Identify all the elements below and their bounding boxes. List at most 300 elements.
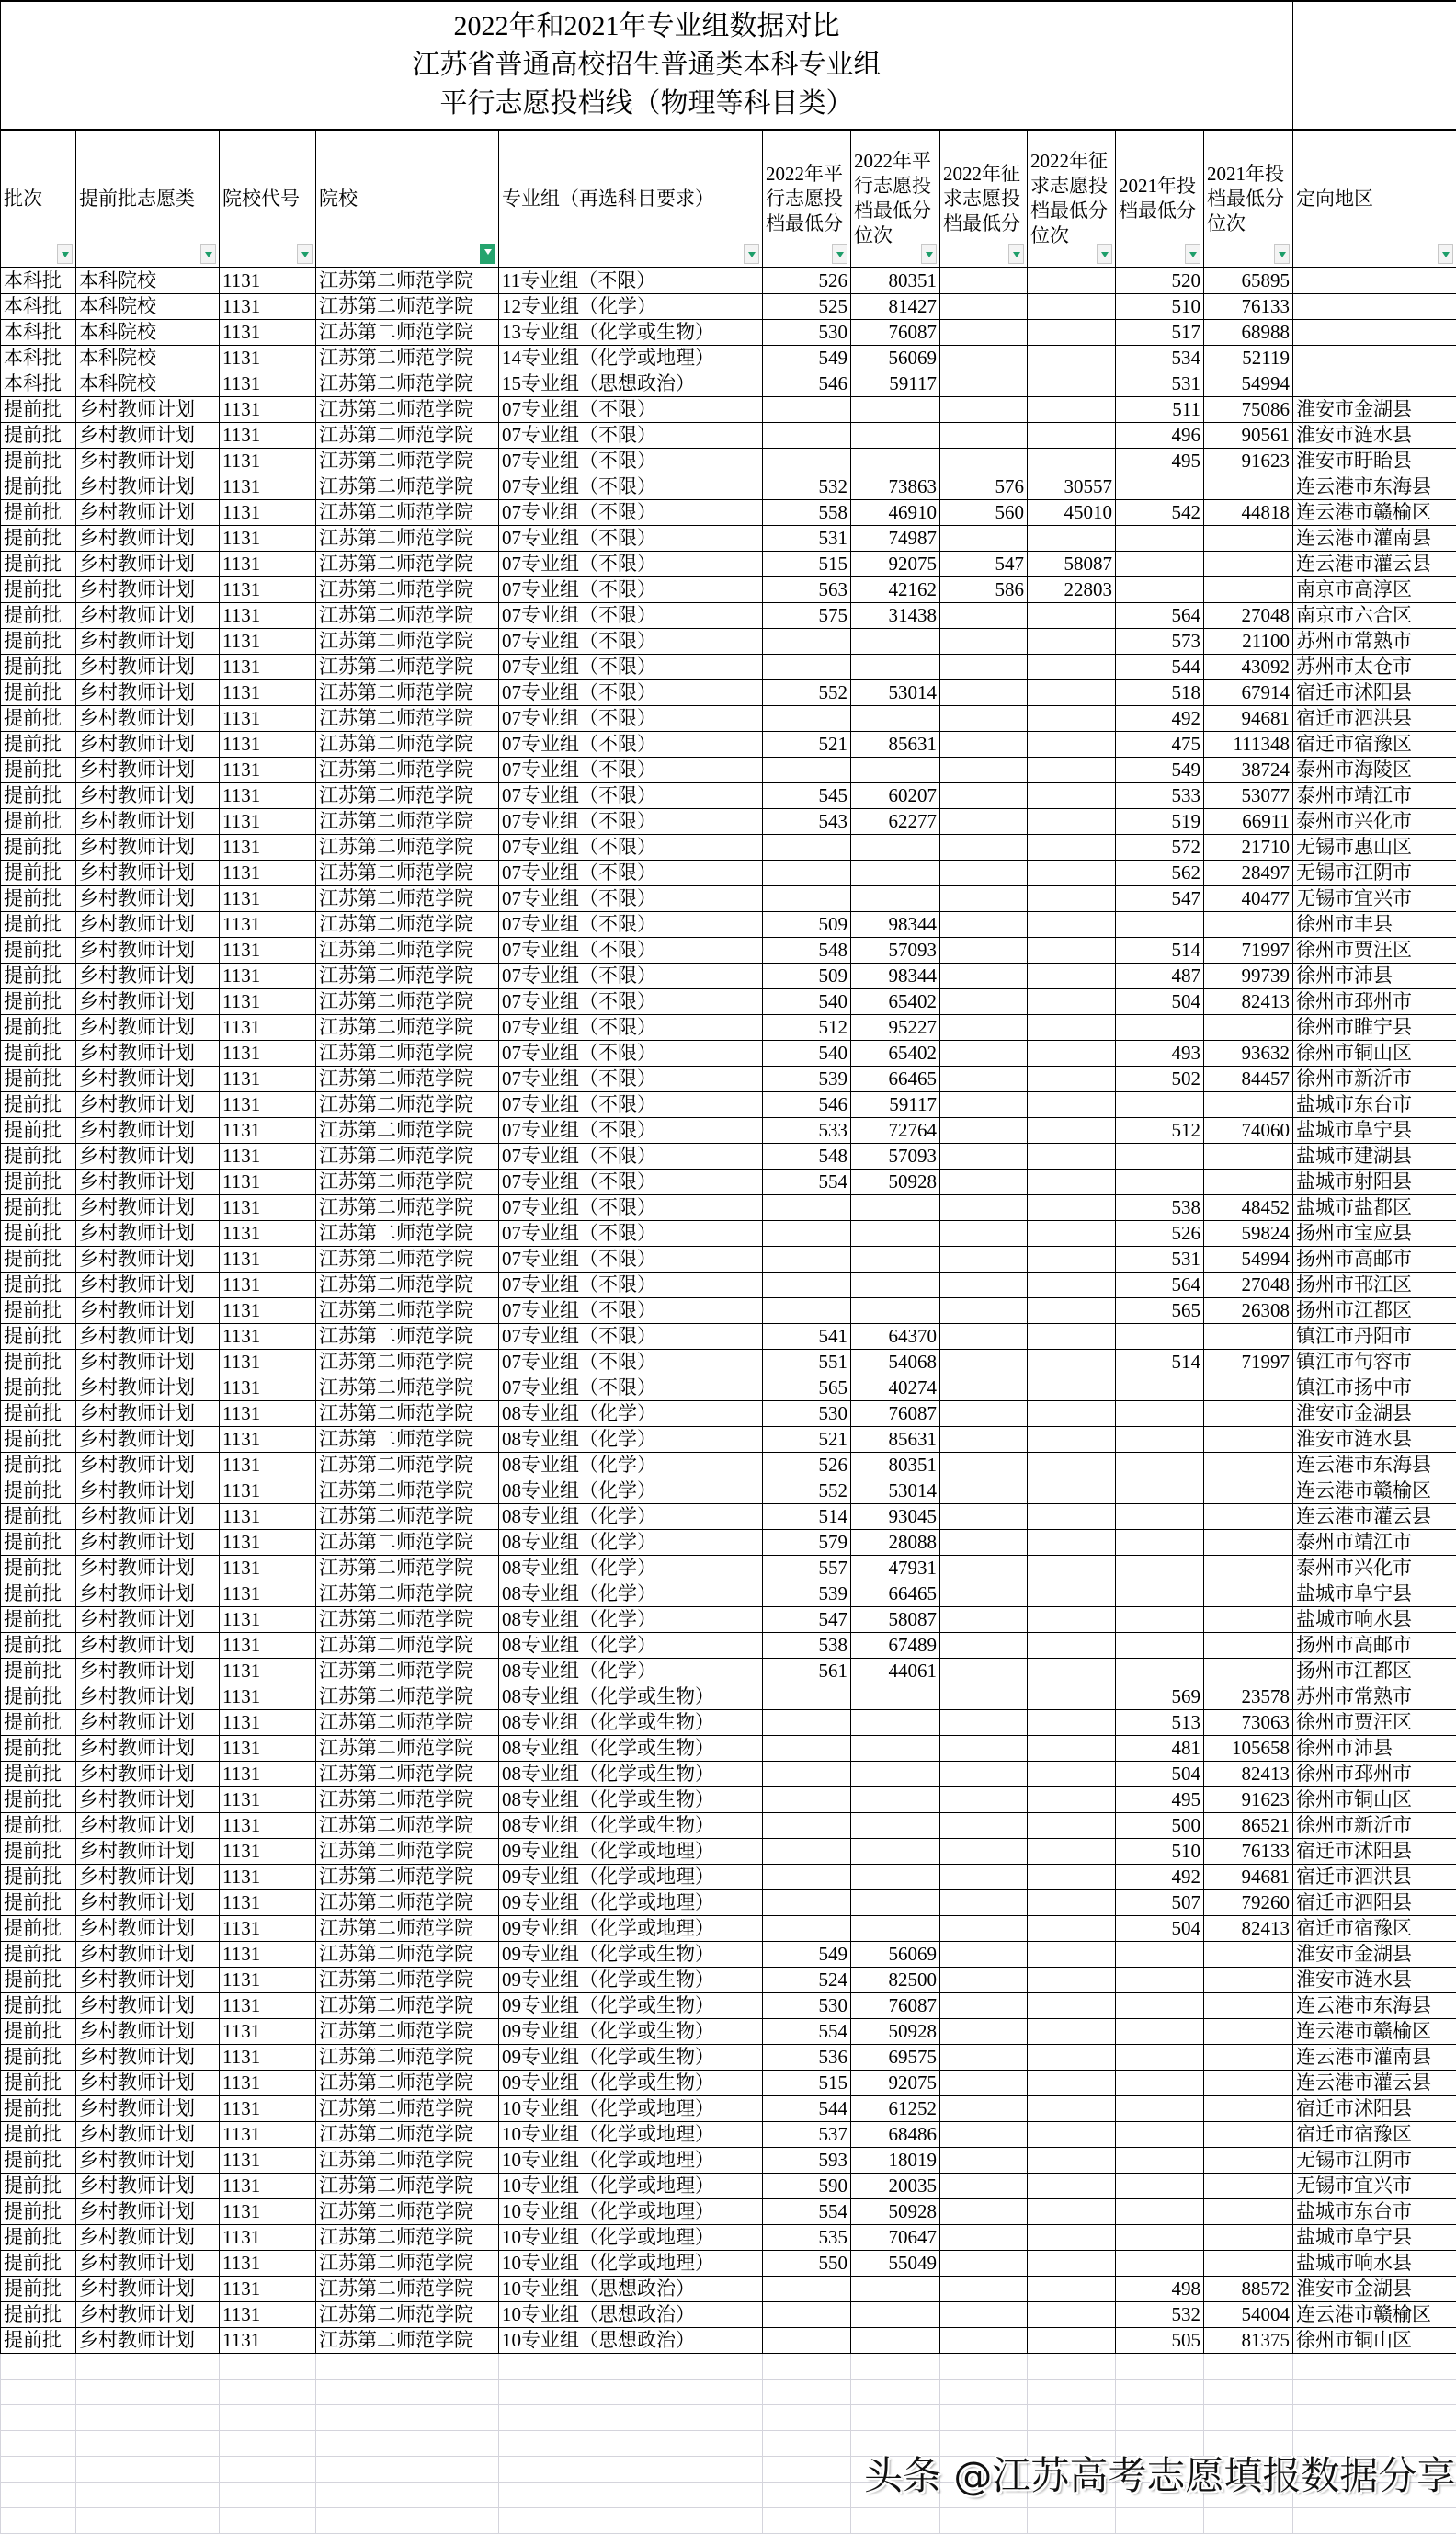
cell-2021-min-score[interactable] <box>1116 2199 1204 2225</box>
cell-school-code[interactable]: 1131 <box>220 1195 316 1221</box>
cell-2022-solicit-min-rank[interactable] <box>1028 1401 1116 1427</box>
cell-target-region[interactable]: 盐城市东台市 <box>1293 1092 1456 1118</box>
cell-2021-min-score[interactable]: 475 <box>1116 732 1204 758</box>
cell-batch-type[interactable]: 乡村教师计划 <box>76 732 220 758</box>
cell-2022-solicit-min-rank[interactable] <box>1028 1736 1116 1762</box>
empty-cell[interactable] <box>1293 2380 1456 2405</box>
cell-batch-type[interactable]: 乡村教师计划 <box>76 1170 220 1195</box>
cell-2022-parallel-min-rank[interactable] <box>851 629 940 655</box>
cell-2022-parallel-min-score[interactable]: 539 <box>763 1581 851 1607</box>
cell-target-region[interactable]: 盐城市阜宁县 <box>1293 1118 1456 1144</box>
cell-2022-solicit-min-rank[interactable] <box>1028 1659 1116 1684</box>
cell-2022-parallel-min-score[interactable]: 547 <box>763 1607 851 1633</box>
cell-batch-type[interactable]: 乡村教师计划 <box>76 1478 220 1504</box>
cell-major-group[interactable]: 07专业组（不限） <box>499 1350 763 1375</box>
cell-2022-parallel-min-score[interactable]: 563 <box>763 577 851 603</box>
empty-cell[interactable] <box>851 2380 940 2405</box>
cell-2022-solicit-min-score[interactable] <box>940 835 1028 861</box>
cell-2022-parallel-min-score[interactable]: 515 <box>763 552 851 577</box>
cell-school[interactable]: 江苏第二师范学院 <box>316 1478 499 1504</box>
cell-2022-solicit-min-rank[interactable] <box>1028 1942 1116 1968</box>
cell-major-group[interactable]: 07专业组（不限） <box>499 1118 763 1144</box>
cell-batch[interactable]: 提前批 <box>1 500 76 526</box>
cell-2021-min-score[interactable]: 492 <box>1116 1865 1204 1890</box>
cell-2022-parallel-min-rank[interactable]: 68486 <box>851 2122 940 2148</box>
cell-school-code[interactable]: 1131 <box>220 1144 316 1170</box>
cell-2022-solicit-min-score[interactable] <box>940 1813 1028 1839</box>
cell-2022-solicit-min-score[interactable] <box>940 1556 1028 1581</box>
cell-2021-min-score[interactable]: 504 <box>1116 1762 1204 1787</box>
cell-school[interactable]: 江苏第二师范学院 <box>316 603 499 629</box>
cell-2021-min-score[interactable] <box>1116 1530 1204 1556</box>
cell-batch[interactable]: 提前批 <box>1 1118 76 1144</box>
cell-2022-solicit-min-rank[interactable]: 22803 <box>1028 577 1116 603</box>
cell-2021-min-rank[interactable]: 105658 <box>1204 1736 1293 1762</box>
cell-batch[interactable]: 提前批 <box>1 2019 76 2045</box>
cell-2022-solicit-min-rank[interactable] <box>1028 449 1116 474</box>
cell-school-code[interactable]: 1131 <box>220 2277 316 2302</box>
cell-batch-type[interactable]: 乡村教师计划 <box>76 706 220 732</box>
empty-cell[interactable] <box>1204 2508 1293 2534</box>
cell-2021-min-rank[interactable] <box>1204 1427 1293 1453</box>
cell-batch[interactable]: 提前批 <box>1 1427 76 1453</box>
cell-2022-solicit-min-score[interactable] <box>940 1504 1028 1530</box>
cell-target-region[interactable]: 泰州市海陵区 <box>1293 758 1456 783</box>
cell-target-region[interactable]: 连云港市东海县 <box>1293 1453 1456 1478</box>
cell-2022-solicit-min-rank[interactable] <box>1028 1170 1116 1195</box>
cell-batch-type[interactable]: 乡村教师计划 <box>76 2277 220 2302</box>
cell-target-region[interactable]: 徐州市铜山区 <box>1293 2328 1456 2354</box>
cell-2022-parallel-min-score[interactable]: 554 <box>763 2019 851 2045</box>
cell-2022-parallel-min-score[interactable]: 551 <box>763 1350 851 1375</box>
cell-school[interactable]: 江苏第二师范学院 <box>316 423 499 449</box>
filter-dropdown-icon[interactable] <box>1438 244 1453 264</box>
cell-2021-min-rank[interactable]: 21100 <box>1204 629 1293 655</box>
cell-target-region[interactable]: 无锡市江阴市 <box>1293 2148 1456 2174</box>
cell-2022-solicit-min-rank[interactable] <box>1028 1015 1116 1041</box>
cell-2022-solicit-min-rank[interactable] <box>1028 268 1116 294</box>
cell-2022-solicit-min-score[interactable] <box>940 294 1028 320</box>
cell-batch[interactable]: 提前批 <box>1 2328 76 2354</box>
cell-2021-min-score[interactable]: 511 <box>1116 397 1204 423</box>
cell-2022-parallel-min-score[interactable]: 548 <box>763 1144 851 1170</box>
cell-batch-type[interactable]: 乡村教师计划 <box>76 1221 220 1247</box>
cell-target-region[interactable]: 徐州市邳州市 <box>1293 989 1456 1015</box>
cell-school-code[interactable]: 1131 <box>220 1427 316 1453</box>
cell-2021-min-rank[interactable]: 66911 <box>1204 809 1293 835</box>
cell-2022-solicit-min-rank[interactable] <box>1028 294 1116 320</box>
cell-2022-solicit-min-rank[interactable] <box>1028 1478 1116 1504</box>
cell-target-region[interactable] <box>1293 371 1456 397</box>
cell-batch-type[interactable]: 乡村教师计划 <box>76 886 220 912</box>
cell-batch-type[interactable]: 乡村教师计划 <box>76 449 220 474</box>
cell-2022-parallel-min-rank[interactable]: 54068 <box>851 1350 940 1375</box>
cell-batch[interactable]: 提前批 <box>1 1633 76 1659</box>
cell-major-group[interactable]: 07专业组（不限） <box>499 1170 763 1195</box>
cell-batch-type[interactable]: 乡村教师计划 <box>76 1684 220 1710</box>
cell-batch[interactable]: 提前批 <box>1 1453 76 1478</box>
cell-major-group[interactable]: 14专业组（化学或地理） <box>499 346 763 371</box>
cell-2022-parallel-min-score[interactable]: 515 <box>763 2071 851 2096</box>
cell-major-group[interactable]: 09专业组（化学或生物） <box>499 1942 763 1968</box>
cell-batch[interactable]: 提前批 <box>1 886 76 912</box>
cell-major-group[interactable]: 07专业组（不限） <box>499 758 763 783</box>
empty-cell[interactable] <box>316 2508 499 2534</box>
cell-school-code[interactable]: 1131 <box>220 2199 316 2225</box>
cell-target-region[interactable]: 连云港市东海县 <box>1293 474 1456 500</box>
cell-2021-min-score[interactable] <box>1116 1401 1204 1427</box>
cell-batch[interactable]: 提前批 <box>1 655 76 680</box>
cell-school[interactable]: 江苏第二师范学院 <box>316 629 499 655</box>
cell-major-group[interactable]: 09专业组（化学或地理） <box>499 1890 763 1916</box>
cell-major-group[interactable]: 07专业组（不限） <box>499 552 763 577</box>
cell-target-region[interactable]: 徐州市贾汪区 <box>1293 1710 1456 1736</box>
cell-2022-parallel-min-score[interactable]: 525 <box>763 294 851 320</box>
cell-2021-min-rank[interactable]: 74060 <box>1204 1118 1293 1144</box>
cell-batch-type[interactable]: 乡村教师计划 <box>76 2071 220 2096</box>
cell-school-code[interactable]: 1131 <box>220 1633 316 1659</box>
cell-2022-parallel-min-score[interactable]: 565 <box>763 1375 851 1401</box>
cell-2021-min-score[interactable] <box>1116 2148 1204 2174</box>
cell-2022-solicit-min-rank[interactable] <box>1028 2071 1116 2096</box>
cell-2022-solicit-min-score[interactable] <box>940 886 1028 912</box>
cell-2022-parallel-min-rank[interactable]: 28088 <box>851 1530 940 1556</box>
cell-batch[interactable]: 提前批 <box>1 552 76 577</box>
cell-target-region[interactable]: 苏州市常熟市 <box>1293 629 1456 655</box>
empty-cell[interactable] <box>1 2431 76 2457</box>
cell-2022-parallel-min-rank[interactable]: 44061 <box>851 1659 940 1684</box>
cell-school[interactable]: 江苏第二师范学院 <box>316 835 499 861</box>
cell-2021-min-score[interactable]: 495 <box>1116 449 1204 474</box>
cell-2022-solicit-min-rank[interactable] <box>1028 423 1116 449</box>
cell-2022-parallel-min-rank[interactable]: 65402 <box>851 989 940 1015</box>
cell-school[interactable]: 江苏第二师范学院 <box>316 2045 499 2071</box>
cell-2022-parallel-min-score[interactable]: 550 <box>763 2251 851 2277</box>
cell-major-group[interactable]: 09专业组（化学或地理） <box>499 1916 763 1942</box>
cell-2021-min-score[interactable]: 507 <box>1116 1890 1204 1916</box>
cell-2021-min-rank[interactable]: 91623 <box>1204 449 1293 474</box>
cell-batch[interactable]: 提前批 <box>1 964 76 989</box>
cell-2022-parallel-min-score[interactable] <box>763 861 851 886</box>
cell-batch[interactable]: 提前批 <box>1 1865 76 1890</box>
cell-school-code[interactable]: 1131 <box>220 2045 316 2071</box>
cell-target-region[interactable]: 扬州市邗江区 <box>1293 1273 1456 1298</box>
cell-2022-parallel-min-score[interactable]: 536 <box>763 2045 851 2071</box>
cell-2022-solicit-min-score[interactable] <box>940 938 1028 964</box>
empty-cell[interactable] <box>1028 2405 1116 2431</box>
cell-school[interactable]: 江苏第二师范学院 <box>316 1581 499 1607</box>
cell-2022-solicit-min-score[interactable] <box>940 655 1028 680</box>
cell-2022-parallel-min-rank[interactable]: 95227 <box>851 1015 940 1041</box>
cell-batch-type[interactable]: 乡村教师计划 <box>76 2302 220 2328</box>
cell-school[interactable]: 江苏第二师范学院 <box>316 809 499 835</box>
cell-2021-min-rank[interactable]: 82413 <box>1204 1762 1293 1787</box>
cell-2022-solicit-min-score[interactable] <box>940 964 1028 989</box>
cell-school[interactable]: 江苏第二师范学院 <box>316 1324 499 1350</box>
cell-2022-solicit-min-rank[interactable] <box>1028 2277 1116 2302</box>
cell-school-code[interactable]: 1131 <box>220 1324 316 1350</box>
cell-2022-solicit-min-score[interactable]: 576 <box>940 474 1028 500</box>
cell-2021-min-score[interactable] <box>1116 2122 1204 2148</box>
cell-major-group[interactable]: 08专业组（化学或生物） <box>499 1813 763 1839</box>
cell-2022-solicit-min-score[interactable] <box>940 2148 1028 2174</box>
cell-batch[interactable]: 提前批 <box>1 1942 76 1968</box>
cell-2022-solicit-min-rank[interactable] <box>1028 603 1116 629</box>
cell-batch[interactable]: 提前批 <box>1 423 76 449</box>
cell-2022-parallel-min-score[interactable] <box>763 1787 851 1813</box>
cell-2022-parallel-min-rank[interactable] <box>851 1273 940 1298</box>
cell-2022-parallel-min-score[interactable] <box>763 2302 851 2328</box>
cell-2022-parallel-min-rank[interactable] <box>851 423 940 449</box>
cell-batch[interactable]: 提前批 <box>1 809 76 835</box>
cell-2022-parallel-min-score[interactable]: 540 <box>763 1041 851 1067</box>
cell-major-group[interactable]: 10专业组（思想政治） <box>499 2328 763 2354</box>
cell-major-group[interactable]: 13专业组（化学或生物） <box>499 320 763 346</box>
cell-batch[interactable]: 提前批 <box>1 732 76 758</box>
cell-2021-min-rank[interactable] <box>1204 2122 1293 2148</box>
cell-2022-parallel-min-score[interactable] <box>763 397 851 423</box>
cell-2022-solicit-min-rank[interactable] <box>1028 2251 1116 2277</box>
cell-2022-parallel-min-score[interactable] <box>763 1865 851 1890</box>
empty-cell[interactable] <box>76 2483 220 2508</box>
cell-2022-parallel-min-score[interactable] <box>763 706 851 732</box>
cell-major-group[interactable]: 08专业组（化学） <box>499 1633 763 1659</box>
cell-2021-min-rank[interactable] <box>1204 1993 1293 2019</box>
cell-2022-parallel-min-rank[interactable] <box>851 1736 940 1762</box>
cell-2022-solicit-min-rank[interactable] <box>1028 1633 1116 1659</box>
cell-batch-type[interactable]: 乡村教师计划 <box>76 1607 220 1633</box>
cell-2021-min-rank[interactable]: 93632 <box>1204 1041 1293 1067</box>
cell-2022-parallel-min-score[interactable]: 554 <box>763 1170 851 1195</box>
cell-batch[interactable]: 提前批 <box>1 861 76 886</box>
cell-school[interactable]: 江苏第二师范学院 <box>316 964 499 989</box>
cell-2022-solicit-min-rank[interactable] <box>1028 1375 1116 1401</box>
cell-2022-solicit-min-score[interactable] <box>940 1942 1028 1968</box>
cell-target-region[interactable]: 淮安市涟水县 <box>1293 1427 1456 1453</box>
cell-2022-solicit-min-rank[interactable] <box>1028 526 1116 552</box>
empty-cell[interactable] <box>1 2457 76 2483</box>
cell-2022-parallel-min-score[interactable] <box>763 1273 851 1298</box>
cell-2022-solicit-min-score[interactable] <box>940 1041 1028 1067</box>
cell-2022-solicit-min-rank[interactable] <box>1028 1144 1116 1170</box>
cell-2021-min-score[interactable]: 544 <box>1116 655 1204 680</box>
empty-cell[interactable] <box>1204 2354 1293 2380</box>
cell-2022-solicit-min-rank[interactable] <box>1028 371 1116 397</box>
cell-2022-solicit-min-rank[interactable] <box>1028 1092 1116 1118</box>
cell-school-code[interactable]: 1131 <box>220 268 316 294</box>
cell-batch-type[interactable]: 乡村教师计划 <box>76 809 220 835</box>
cell-school-code[interactable]: 1131 <box>220 1170 316 1195</box>
cell-major-group[interactable]: 07专业组（不限） <box>499 1324 763 1350</box>
cell-2022-solicit-min-score[interactable] <box>940 1144 1028 1170</box>
cell-school[interactable]: 江苏第二师范学院 <box>316 526 499 552</box>
cell-2022-parallel-min-rank[interactable]: 76087 <box>851 320 940 346</box>
cell-2021-min-rank[interactable]: 53077 <box>1204 783 1293 809</box>
cell-target-region[interactable]: 镇江市扬中市 <box>1293 1375 1456 1401</box>
cell-2022-parallel-min-rank[interactable] <box>851 655 940 680</box>
cell-2021-min-score[interactable] <box>1116 2071 1204 2096</box>
cell-school-code[interactable]: 1131 <box>220 1118 316 1144</box>
cell-target-region[interactable]: 盐城市阜宁县 <box>1293 2225 1456 2251</box>
cell-2022-parallel-min-rank[interactable]: 73863 <box>851 474 940 500</box>
cell-school[interactable]: 江苏第二师范学院 <box>316 938 499 964</box>
cell-2022-parallel-min-score[interactable]: 509 <box>763 912 851 938</box>
cell-batch-type[interactable]: 乡村教师计划 <box>76 989 220 1015</box>
cell-2021-min-rank[interactable] <box>1204 1942 1293 1968</box>
cell-2021-min-score[interactable] <box>1116 1015 1204 1041</box>
cell-batch-type[interactable]: 乡村教师计划 <box>76 1762 220 1787</box>
cell-2021-min-score[interactable] <box>1116 2174 1204 2199</box>
cell-2022-solicit-min-score[interactable] <box>940 1221 1028 1247</box>
cell-batch-type[interactable]: 乡村教师计划 <box>76 1298 220 1324</box>
cell-major-group[interactable]: 08专业组（化学） <box>499 1504 763 1530</box>
cell-2022-parallel-min-rank[interactable]: 50928 <box>851 1170 940 1195</box>
cell-batch-type[interactable]: 本科院校 <box>76 371 220 397</box>
cell-2022-solicit-min-score[interactable] <box>940 861 1028 886</box>
cell-2022-parallel-min-score[interactable]: 526 <box>763 1453 851 1478</box>
cell-school[interactable]: 江苏第二师范学院 <box>316 1762 499 1787</box>
cell-2022-parallel-min-rank[interactable] <box>851 449 940 474</box>
cell-batch[interactable]: 提前批 <box>1 912 76 938</box>
cell-target-region[interactable]: 扬州市高邮市 <box>1293 1247 1456 1273</box>
cell-2022-solicit-min-score[interactable] <box>940 2199 1028 2225</box>
cell-batch-type[interactable]: 乡村教师计划 <box>76 2225 220 2251</box>
cell-2022-solicit-min-rank[interactable] <box>1028 1993 1116 2019</box>
cell-2022-solicit-min-score[interactable] <box>940 268 1028 294</box>
cell-major-group[interactable]: 09专业组（化学或生物） <box>499 2019 763 2045</box>
cell-batch-type[interactable]: 乡村教师计划 <box>76 1839 220 1865</box>
cell-2022-solicit-min-score[interactable] <box>940 1273 1028 1298</box>
empty-cell[interactable] <box>316 2431 499 2457</box>
cell-school[interactable]: 江苏第二师范学院 <box>316 294 499 320</box>
cell-2022-solicit-min-score[interactable] <box>940 758 1028 783</box>
cell-major-group[interactable]: 07专业组（不限） <box>499 474 763 500</box>
cell-batch[interactable]: 提前批 <box>1 1478 76 1504</box>
cell-2021-min-score[interactable]: 534 <box>1116 346 1204 371</box>
filter-active-icon[interactable] <box>480 244 495 264</box>
cell-school-code[interactable]: 1131 <box>220 1273 316 1298</box>
empty-cell[interactable] <box>763 2354 851 2380</box>
cell-batch[interactable]: 提前批 <box>1 1530 76 1556</box>
cell-batch-type[interactable]: 乡村教师计划 <box>76 1195 220 1221</box>
cell-2022-solicit-min-score[interactable] <box>940 1787 1028 1813</box>
cell-major-group[interactable]: 10专业组（思想政治） <box>499 2277 763 2302</box>
cell-school[interactable]: 江苏第二师范学院 <box>316 2174 499 2199</box>
cell-school[interactable]: 江苏第二师范学院 <box>316 680 499 706</box>
cell-major-group[interactable]: 10专业组（化学或地理） <box>499 2199 763 2225</box>
cell-major-group[interactable]: 10专业组（化学或地理） <box>499 2225 763 2251</box>
empty-cell[interactable] <box>1028 2354 1116 2380</box>
cell-2022-parallel-min-score[interactable]: 533 <box>763 1118 851 1144</box>
cell-target-region[interactable]: 连云港市灌云县 <box>1293 1504 1456 1530</box>
cell-school-code[interactable]: 1131 <box>220 2071 316 2096</box>
empty-cell[interactable] <box>1 2354 76 2380</box>
cell-batch-type[interactable]: 乡村教师计划 <box>76 629 220 655</box>
cell-target-region[interactable]: 连云港市灌云县 <box>1293 552 1456 577</box>
filter-dropdown-icon[interactable] <box>1097 244 1112 264</box>
cell-school-code[interactable]: 1131 <box>220 397 316 423</box>
cell-2021-min-rank[interactable] <box>1204 1015 1293 1041</box>
cell-batch[interactable]: 本科批 <box>1 346 76 371</box>
cell-school-code[interactable]: 1131 <box>220 629 316 655</box>
filter-dropdown-icon[interactable] <box>297 244 313 264</box>
cell-2022-parallel-min-score[interactable]: 537 <box>763 2122 851 2148</box>
cell-target-region[interactable]: 宿迁市宿豫区 <box>1293 1916 1456 1942</box>
cell-major-group[interactable]: 08专业组（化学） <box>499 1453 763 1478</box>
cell-batch[interactable]: 提前批 <box>1 1762 76 1787</box>
cell-2022-solicit-min-score[interactable] <box>940 2122 1028 2148</box>
empty-cell[interactable] <box>316 2380 499 2405</box>
cell-school[interactable]: 江苏第二师范学院 <box>316 989 499 1015</box>
cell-target-region[interactable]: 淮安市金湖县 <box>1293 1401 1456 1427</box>
cell-school[interactable]: 江苏第二师范学院 <box>316 320 499 346</box>
cell-major-group[interactable]: 11专业组（不限） <box>499 268 763 294</box>
cell-2022-parallel-min-rank[interactable]: 66465 <box>851 1067 940 1092</box>
cell-2021-min-rank[interactable]: 59824 <box>1204 1221 1293 1247</box>
cell-2022-solicit-min-rank[interactable] <box>1028 2174 1116 2199</box>
cell-2022-solicit-min-rank[interactable] <box>1028 835 1116 861</box>
cell-2021-min-rank[interactable]: 68988 <box>1204 320 1293 346</box>
cell-2022-solicit-min-rank[interactable] <box>1028 912 1116 938</box>
cell-2022-solicit-min-rank[interactable] <box>1028 1041 1116 1067</box>
cell-target-region[interactable]: 盐城市射阳县 <box>1293 1170 1456 1195</box>
cell-school-code[interactable]: 1131 <box>220 1298 316 1324</box>
cell-2022-parallel-min-rank[interactable]: 76087 <box>851 1993 940 2019</box>
cell-batch-type[interactable]: 本科院校 <box>76 294 220 320</box>
cell-2022-parallel-min-score[interactable] <box>763 1710 851 1736</box>
cell-major-group[interactable]: 07专业组（不限） <box>499 603 763 629</box>
cell-2022-solicit-min-score[interactable] <box>940 732 1028 758</box>
cell-2021-min-rank[interactable]: 82413 <box>1204 989 1293 1015</box>
cell-2021-min-rank[interactable]: 76133 <box>1204 294 1293 320</box>
cell-school[interactable]: 江苏第二师范学院 <box>316 732 499 758</box>
cell-2022-parallel-min-rank[interactable] <box>851 1762 940 1787</box>
cell-school-code[interactable]: 1131 <box>220 1453 316 1478</box>
cell-2022-parallel-min-rank[interactable] <box>851 2302 940 2328</box>
cell-2022-solicit-min-score[interactable] <box>940 320 1028 346</box>
cell-2022-parallel-min-score[interactable] <box>763 2328 851 2354</box>
cell-school[interactable]: 江苏第二师范学院 <box>316 2328 499 2354</box>
cell-2022-parallel-min-rank[interactable] <box>851 1298 940 1324</box>
cell-school-code[interactable]: 1131 <box>220 603 316 629</box>
empty-cell[interactable] <box>220 2483 316 2508</box>
cell-2022-solicit-min-score[interactable]: 586 <box>940 577 1028 603</box>
cell-2022-parallel-min-rank[interactable]: 59117 <box>851 1092 940 1118</box>
cell-major-group[interactable]: 08专业组（化学或生物） <box>499 1762 763 1787</box>
cell-school-code[interactable]: 1131 <box>220 320 316 346</box>
cell-school[interactable]: 江苏第二师范学院 <box>316 1710 499 1736</box>
cell-2022-solicit-min-rank[interactable] <box>1028 758 1116 783</box>
cell-2021-min-score[interactable]: 542 <box>1116 500 1204 526</box>
cell-2022-parallel-min-score[interactable]: 545 <box>763 783 851 809</box>
cell-2021-min-score[interactable] <box>1116 1504 1204 1530</box>
cell-2022-solicit-min-rank[interactable] <box>1028 1118 1116 1144</box>
cell-batch[interactable]: 提前批 <box>1 2199 76 2225</box>
cell-school[interactable]: 江苏第二师范学院 <box>316 655 499 680</box>
cell-major-group[interactable]: 07专业组（不限） <box>499 423 763 449</box>
cell-2022-solicit-min-score[interactable] <box>940 2071 1028 2096</box>
cell-2022-parallel-min-rank[interactable] <box>851 397 940 423</box>
cell-2022-solicit-min-rank[interactable] <box>1028 1504 1116 1530</box>
cell-batch[interactable]: 提前批 <box>1 1067 76 1092</box>
cell-batch[interactable]: 提前批 <box>1 449 76 474</box>
cell-2022-parallel-min-score[interactable]: 521 <box>763 732 851 758</box>
cell-2022-parallel-min-rank[interactable]: 61252 <box>851 2096 940 2122</box>
cell-2022-solicit-min-score[interactable] <box>940 1478 1028 1504</box>
cell-2022-solicit-min-rank[interactable] <box>1028 1916 1116 1942</box>
cell-target-region[interactable]: 连云港市赣榆区 <box>1293 2302 1456 2328</box>
cell-2022-parallel-min-score[interactable]: 558 <box>763 500 851 526</box>
